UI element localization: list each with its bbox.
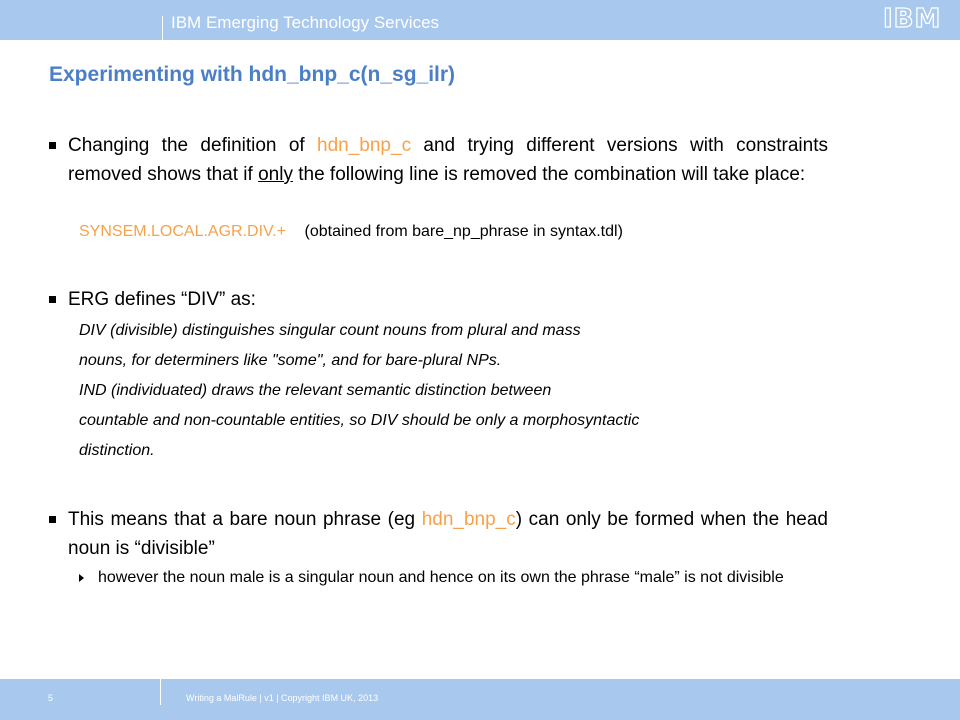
quote-line: countable and non-countable entities, so DIV should be only a morphosyntactic <box>79 412 640 429</box>
ibm-logo: IBM <box>883 4 942 34</box>
synsem-code: SYNSEM.LOCAL.AGR.DIV.+ <box>79 223 287 240</box>
only-underlined: only <box>258 164 293 185</box>
quote-line: IND (individuated) draws the relevant semantic distinction between <box>79 382 552 399</box>
synsem-note: (obtained from bare_np_phrase in syntax.tdl) <box>304 223 623 240</box>
hdn-bnp-c-highlight: hdn_bnp_c <box>421 509 516 530</box>
bullet1-part2: and trying different versions with constraints removed shows that if <box>68 135 828 185</box>
bullet-text: ERG defines “DIV” as: <box>68 289 256 310</box>
header-divider <box>162 16 163 42</box>
bullet-square-icon <box>49 296 56 303</box>
footer-band <box>0 679 960 720</box>
bullet3-part2: ) can only be formed when the head noun is “divisible” <box>68 509 828 559</box>
slide-title: Experimenting with hdn_bnp_c(n_sg_ilr) <box>49 63 456 86</box>
triangle-bullet-icon <box>79 574 84 582</box>
page-number: 5 <box>48 693 54 703</box>
bullet3-part1: This means that a bare noun phrase (eg <box>68 509 422 530</box>
bullet-text <box>68 131 828 189</box>
footer-info: Writing a MalRule | v1 | Copyright IBM UK, 2013 <box>186 693 379 703</box>
bullet-square-icon <box>49 516 56 523</box>
quote-line: nouns, for determiners like "some", and for bare-plural NPs. <box>79 352 502 369</box>
hdn-bnp-c-highlight: hdn_bnp_c <box>317 135 412 156</box>
org-name: IBM Emerging Technology Services <box>171 13 440 32</box>
header-band <box>0 0 960 40</box>
footer-divider <box>160 679 161 705</box>
quote-line: DIV (divisible) distinguishes singular count nouns from plural and mass <box>79 322 581 339</box>
bullet1-part1: Changing the definition of <box>68 135 318 156</box>
bullet-square-icon <box>49 142 56 149</box>
bullet-text <box>68 505 828 563</box>
quote-line: distinction. <box>79 442 155 459</box>
synsem-line <box>79 223 623 241</box>
bullet1-part3: the following line is removed the combination will take place: <box>292 164 806 185</box>
sub-bullet-text: however the noun male is a singular noun and hence on its own the phrase “male” is not divisible <box>98 569 784 586</box>
